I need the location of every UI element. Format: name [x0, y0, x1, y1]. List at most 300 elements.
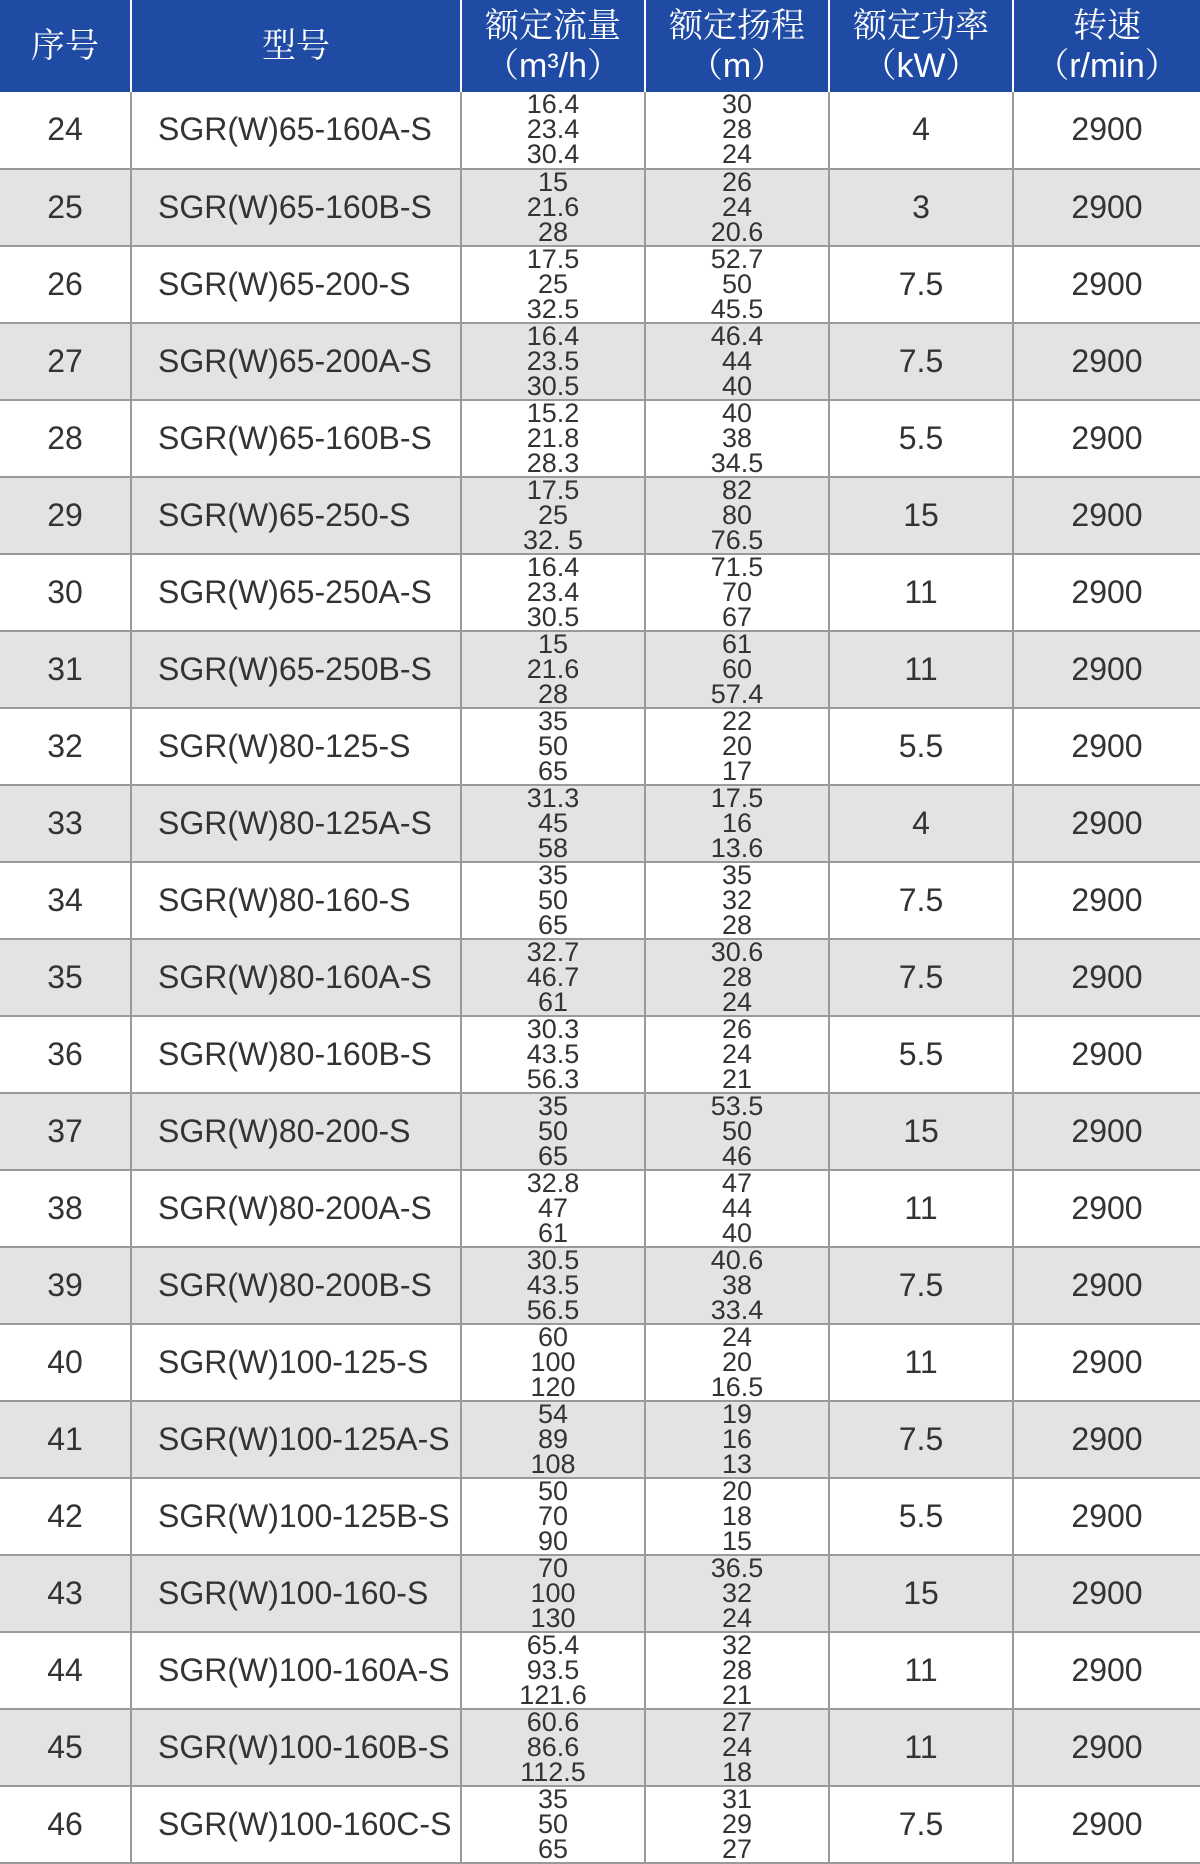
- cell-value: 2900: [1071, 727, 1143, 764]
- row-flow: [461, 477, 645, 554]
- table-row: [0, 939, 1200, 1016]
- cell-value: 35: [721, 861, 753, 890]
- table-row: [0, 631, 1200, 708]
- cell-value: 45: [537, 807, 569, 838]
- cell-value: 40.6: [710, 1246, 764, 1275]
- cell-value: 20: [721, 1346, 753, 1377]
- row-power: [829, 554, 1013, 631]
- cell-value: 15: [903, 1112, 939, 1149]
- row-flow: [461, 939, 645, 1016]
- row-power: [829, 1632, 1013, 1709]
- cell-value: 50: [537, 1808, 569, 1839]
- cell-value: 32: [721, 1631, 753, 1660]
- cell-value: 25: [537, 499, 569, 530]
- row-head: [645, 246, 829, 323]
- row-no: [0, 477, 131, 554]
- cell-value: 43: [47, 1574, 83, 1611]
- row-no: [0, 862, 131, 939]
- cell-value: 50: [537, 1115, 569, 1146]
- cell-value: SGR(W)100-160A-S: [158, 1651, 450, 1688]
- cell-value: 50: [537, 1477, 569, 1506]
- row-speed: [1013, 939, 1200, 1016]
- row-flow: [461, 1632, 645, 1709]
- cell-value: 70: [721, 576, 753, 607]
- cell-value: 7.5: [898, 1266, 944, 1303]
- table-row: [0, 400, 1200, 477]
- row-no: [0, 1247, 131, 1324]
- table-row: [0, 1709, 1200, 1786]
- row-power: [829, 169, 1013, 246]
- cell-value: 46: [47, 1805, 83, 1842]
- row-head: [645, 939, 829, 1016]
- cell-value: 100: [530, 1577, 576, 1608]
- row-head: [645, 1324, 829, 1401]
- cell-value: 16.4: [526, 92, 580, 120]
- cell-value: 65: [537, 1140, 569, 1170]
- cell-value: 17: [721, 755, 753, 785]
- row-head: [645, 1170, 829, 1247]
- cell-value: 2900: [1071, 573, 1143, 610]
- cell-value: 16: [721, 807, 753, 838]
- row-model: [131, 862, 461, 939]
- cell-value: 7.5: [898, 881, 944, 918]
- cell-value: 24: [721, 1731, 753, 1762]
- cell-value: 21: [721, 1679, 753, 1709]
- cell-value: 2900: [1071, 419, 1143, 456]
- cell-value: 43.5: [526, 1038, 580, 1069]
- cell-value: 61: [721, 630, 753, 659]
- cell-value: 15: [903, 496, 939, 533]
- cell-value: 15: [537, 168, 569, 197]
- cell-value: 40: [721, 399, 753, 428]
- row-no: [0, 554, 131, 631]
- cell-value: 38: [721, 422, 753, 453]
- cell-value: 60.6: [526, 1708, 580, 1737]
- cell-value: 18: [721, 1756, 753, 1786]
- row-head: [645, 631, 829, 708]
- cell-value: 24: [721, 1323, 753, 1352]
- cell-value: 53.5: [710, 1092, 764, 1121]
- cell-value: 28: [537, 216, 569, 246]
- cell-value: 24: [47, 111, 83, 148]
- row-model: [131, 1555, 461, 1632]
- cell-value: 11: [904, 1189, 938, 1226]
- cell-value: 13: [721, 1448, 753, 1478]
- row-head: [645, 1632, 829, 1709]
- cell-value: 39: [47, 1266, 83, 1303]
- cell-value: 20: [721, 730, 753, 761]
- cell-value: 30.5: [526, 601, 580, 631]
- row-flow: [461, 1786, 645, 1863]
- cell-value: 15: [537, 630, 569, 659]
- row-head: [645, 708, 829, 785]
- cell-value: SGR(W)100-125-S: [158, 1343, 429, 1380]
- cell-value: SGR(W)80-160-S: [158, 881, 411, 918]
- cell-value: 27: [721, 1708, 753, 1737]
- row-head: [645, 1016, 829, 1093]
- cell-value: 2900: [1071, 1651, 1143, 1688]
- row-head: [645, 477, 829, 554]
- header-row: [0, 0, 1200, 92]
- cell-value: 67: [721, 601, 753, 631]
- cell-value: 15: [721, 1525, 753, 1555]
- cell-value: 2900: [1071, 342, 1143, 379]
- row-model: [131, 1016, 461, 1093]
- table-row: [0, 1555, 1200, 1632]
- row-no: [0, 1324, 131, 1401]
- row-head: [645, 400, 829, 477]
- cell-value: SGR(W)65-160B-S: [158, 188, 432, 225]
- row-speed: [1013, 1247, 1200, 1324]
- row-model: [131, 1324, 461, 1401]
- row-power: [829, 400, 1013, 477]
- cell-value: SGR(W)65-160A-S: [158, 111, 432, 148]
- cell-value: 52.7: [710, 245, 764, 274]
- cell-value: 130: [530, 1602, 576, 1632]
- cell-value: 21.6: [526, 653, 580, 684]
- cell-value: 45: [47, 1728, 83, 1765]
- cell-value: 47: [537, 1192, 569, 1223]
- cell-value: 28: [721, 1654, 753, 1685]
- cell-value: SGR(W)100-125A-S: [158, 1420, 450, 1457]
- row-speed: [1013, 1555, 1200, 1632]
- table-row: [0, 1170, 1200, 1247]
- cell-value: 82: [721, 476, 753, 505]
- cell-value: 28: [721, 961, 753, 992]
- row-head: [645, 323, 829, 400]
- row-speed: [1013, 246, 1200, 323]
- row-flow: [461, 1478, 645, 1555]
- cell-value: SGR(W)80-160A-S: [158, 958, 432, 995]
- row-no: [0, 939, 131, 1016]
- cell-value: 34: [47, 881, 83, 918]
- row-flow: [461, 1016, 645, 1093]
- row-power: [829, 1786, 1013, 1863]
- row-flow: [461, 1093, 645, 1170]
- cell-value: 46: [721, 1140, 753, 1170]
- cell-value: 11: [904, 650, 938, 687]
- row-model: [131, 1093, 461, 1170]
- cell-value: 86.6: [526, 1731, 580, 1762]
- row-no: [0, 400, 131, 477]
- row-model: [131, 785, 461, 862]
- cell-value: 7.5: [898, 265, 944, 302]
- cell-value: 27: [47, 342, 83, 379]
- cell-value: 7.5: [898, 1805, 944, 1842]
- cell-value: 40: [721, 370, 753, 400]
- row-power: [829, 1093, 1013, 1170]
- table-row: [0, 554, 1200, 631]
- cell-value: 2900: [1071, 1266, 1143, 1303]
- cell-value: 58: [537, 832, 569, 862]
- row-power: [829, 92, 1013, 169]
- table-row: [0, 246, 1200, 323]
- cell-value: 93.5: [526, 1654, 580, 1685]
- cell-value: 61: [537, 1217, 569, 1247]
- cell-value: SGR(W)80-160B-S: [158, 1035, 432, 1072]
- row-head: [645, 1247, 829, 1324]
- row-power: [829, 1247, 1013, 1324]
- cell-value: 50: [537, 730, 569, 761]
- row-flow: [461, 1170, 645, 1247]
- row-no: [0, 92, 131, 169]
- row-no: [0, 708, 131, 785]
- row-head: [645, 1401, 829, 1478]
- row-power: [829, 1016, 1013, 1093]
- row-model: [131, 1478, 461, 1555]
- row-flow: [461, 554, 645, 631]
- cell-value: 5.5: [898, 1035, 944, 1072]
- cell-value: SGR(W)80-125-S: [158, 727, 411, 764]
- cell-value: 2900: [1071, 804, 1143, 841]
- table-header: [0, 0, 1200, 92]
- row-head: [645, 1709, 829, 1786]
- row-model: [131, 708, 461, 785]
- cell-value: 45.5: [710, 293, 764, 323]
- cell-value: 24: [721, 191, 753, 222]
- cell-value: 120: [530, 1371, 576, 1401]
- row-flow: [461, 169, 645, 246]
- row-speed: [1013, 400, 1200, 477]
- cell-value: 65: [537, 1833, 569, 1863]
- cell-value: SGR(W)100-160-S: [158, 1574, 429, 1611]
- table-row: [0, 1401, 1200, 1478]
- cell-value: 2900: [1071, 881, 1143, 918]
- cell-value: 7.5: [898, 342, 944, 379]
- cell-value: 13.6: [710, 832, 764, 862]
- row-no: [0, 1555, 131, 1632]
- row-speed: [1013, 323, 1200, 400]
- table-row: [0, 323, 1200, 400]
- cell-value: 32.7: [526, 938, 580, 967]
- cell-value: 15.2: [526, 399, 580, 428]
- row-head: [645, 1093, 829, 1170]
- row-flow: [461, 92, 645, 169]
- row-flow: [461, 1555, 645, 1632]
- cell-value: SGR(W)100-125B-S: [158, 1497, 450, 1534]
- cell-value: 31: [47, 650, 83, 687]
- row-model: [131, 92, 461, 169]
- row-no: [0, 1016, 131, 1093]
- cell-value: 121.6: [519, 1679, 587, 1709]
- cell-value: 11: [904, 1728, 938, 1765]
- col-header-model: 型号: [131, 0, 461, 92]
- table-row: [0, 1093, 1200, 1170]
- cell-value: 40: [47, 1343, 83, 1380]
- cell-value: 28: [537, 678, 569, 708]
- cell-value: 22: [721, 707, 753, 736]
- row-no: [0, 323, 131, 400]
- cell-value: 32: [47, 727, 83, 764]
- cell-value: 46.7: [526, 961, 580, 992]
- cell-value: 17.5: [526, 245, 580, 274]
- cell-value: 23.4: [526, 114, 580, 145]
- cell-value: 56.5: [526, 1294, 580, 1324]
- cell-value: 65.4: [526, 1631, 580, 1660]
- cell-value: 2900: [1071, 496, 1143, 533]
- cell-value: 24: [721, 1038, 753, 1069]
- col-header-flow: 额定流量 （m³/h）: [461, 0, 645, 92]
- row-flow: [461, 323, 645, 400]
- row-power: [829, 1324, 1013, 1401]
- cell-value: 2900: [1071, 1420, 1143, 1457]
- cell-value: SGR(W)65-250A-S: [158, 573, 432, 610]
- row-model: [131, 1170, 461, 1247]
- cell-value: 21.6: [526, 191, 580, 222]
- cell-value: 90: [537, 1525, 569, 1555]
- row-no: [0, 169, 131, 246]
- row-no: [0, 785, 131, 862]
- row-model: [131, 554, 461, 631]
- row-flow: [461, 1709, 645, 1786]
- row-model: [131, 246, 461, 323]
- row-speed: [1013, 1632, 1200, 1709]
- row-flow: [461, 246, 645, 323]
- row-power: [829, 939, 1013, 1016]
- cell-value: 71.5: [710, 553, 764, 582]
- row-model: [131, 323, 461, 400]
- cell-value: 11: [904, 1651, 938, 1688]
- row-power: [829, 1170, 1013, 1247]
- cell-value: 34.5: [710, 447, 764, 477]
- cell-value: SGR(W)80-200A-S: [158, 1189, 432, 1226]
- row-no: [0, 631, 131, 708]
- row-no: [0, 1478, 131, 1555]
- cell-value: 24: [721, 986, 753, 1016]
- table-row: [0, 92, 1200, 169]
- cell-value: 100: [530, 1346, 576, 1377]
- cell-value: 50: [537, 884, 569, 915]
- row-no: [0, 246, 131, 323]
- row-flow: [461, 1401, 645, 1478]
- row-speed: [1013, 631, 1200, 708]
- cell-value: 70: [537, 1500, 569, 1531]
- row-model: [131, 1247, 461, 1324]
- cell-value: 40: [721, 1217, 753, 1247]
- cell-value: 21: [721, 1063, 753, 1093]
- cell-value: 38: [47, 1189, 83, 1226]
- cell-value: 30: [47, 573, 83, 610]
- cell-value: 33: [47, 804, 83, 841]
- row-model: [131, 1709, 461, 1786]
- row-model: [131, 631, 461, 708]
- row-speed: [1013, 708, 1200, 785]
- row-speed: [1013, 1016, 1200, 1093]
- row-no: [0, 1401, 131, 1478]
- cell-value: SGR(W)80-200-S: [158, 1112, 411, 1149]
- cell-value: 65: [537, 755, 569, 785]
- cell-value: 27: [721, 1833, 753, 1863]
- row-head: [645, 92, 829, 169]
- cell-value: 16.4: [526, 322, 580, 351]
- row-speed: [1013, 1786, 1200, 1863]
- cell-value: 44: [721, 1192, 753, 1223]
- cell-value: 2900: [1071, 188, 1143, 225]
- cell-value: 56.3: [526, 1063, 580, 1093]
- cell-value: 5.5: [898, 727, 944, 764]
- cell-value: SGR(W)65-250-S: [158, 496, 411, 533]
- cell-value: 2900: [1071, 1189, 1143, 1226]
- cell-value: 30.6: [710, 938, 764, 967]
- cell-value: 4: [912, 111, 930, 148]
- table-row: [0, 1632, 1200, 1709]
- cell-value: 37: [47, 1112, 83, 1149]
- row-speed: [1013, 92, 1200, 169]
- row-power: [829, 862, 1013, 939]
- cell-value: 30.5: [526, 370, 580, 400]
- cell-value: 24: [721, 139, 753, 169]
- row-head: [645, 169, 829, 246]
- cell-value: 17.5: [710, 784, 764, 813]
- cell-value: 2900: [1071, 265, 1143, 302]
- cell-value: 32. 5: [522, 524, 584, 554]
- cell-value: 5.5: [898, 419, 944, 456]
- cell-value: 57.4: [710, 678, 764, 708]
- cell-value: SGR(W)100-160C-S: [158, 1805, 452, 1842]
- cell-value: 65: [537, 909, 569, 939]
- cell-value: 32.8: [526, 1169, 580, 1198]
- cell-value: 25: [47, 188, 83, 225]
- row-speed: [1013, 477, 1200, 554]
- table-row: [0, 169, 1200, 246]
- cell-value: 30: [721, 92, 753, 120]
- cell-value: 35: [537, 1092, 569, 1121]
- cell-value: 21.8: [526, 422, 580, 453]
- cell-value: 5.5: [898, 1497, 944, 1534]
- row-speed: [1013, 1401, 1200, 1478]
- cell-value: 35: [537, 861, 569, 890]
- cell-value: SGR(W)65-200A-S: [158, 342, 432, 379]
- cell-value: 2900: [1071, 1497, 1143, 1534]
- row-model: [131, 169, 461, 246]
- row-power: [829, 708, 1013, 785]
- row-power: [829, 785, 1013, 862]
- cell-value: 30.3: [526, 1015, 580, 1044]
- col-header-head: 额定扬程 （m）: [645, 0, 829, 92]
- cell-value: 31: [721, 1785, 753, 1814]
- cell-value: 30.4: [526, 139, 580, 169]
- row-power: [829, 1401, 1013, 1478]
- cell-value: 41: [47, 1420, 83, 1457]
- cell-value: SGR(W)65-250B-S: [158, 650, 432, 687]
- cell-value: 7.5: [898, 1420, 944, 1457]
- row-power: [829, 477, 1013, 554]
- row-model: [131, 1401, 461, 1478]
- cell-value: 26: [47, 265, 83, 302]
- cell-value: 54: [537, 1400, 569, 1429]
- table-row: [0, 862, 1200, 939]
- cell-value: 36.5: [710, 1554, 764, 1583]
- col-header-no: 序号: [0, 0, 131, 92]
- cell-value: 16.5: [710, 1371, 764, 1401]
- cell-value: 28: [47, 419, 83, 456]
- table-body: [0, 92, 1200, 1863]
- row-no: [0, 1093, 131, 1170]
- row-speed: [1013, 1324, 1200, 1401]
- cell-value: 38: [721, 1269, 753, 1300]
- cell-value: 23.5: [526, 345, 580, 376]
- cell-value: 2900: [1071, 958, 1143, 995]
- row-model: [131, 1632, 461, 1709]
- cell-value: 50: [721, 1115, 753, 1146]
- cell-value: 50: [721, 268, 753, 299]
- cell-value: SGR(W)80-200B-S: [158, 1266, 432, 1303]
- cell-value: 42: [47, 1497, 83, 1534]
- cell-value: 19: [721, 1400, 753, 1429]
- cell-value: 35: [537, 1785, 569, 1814]
- cell-value: 2900: [1071, 1574, 1143, 1611]
- row-head: [645, 1555, 829, 1632]
